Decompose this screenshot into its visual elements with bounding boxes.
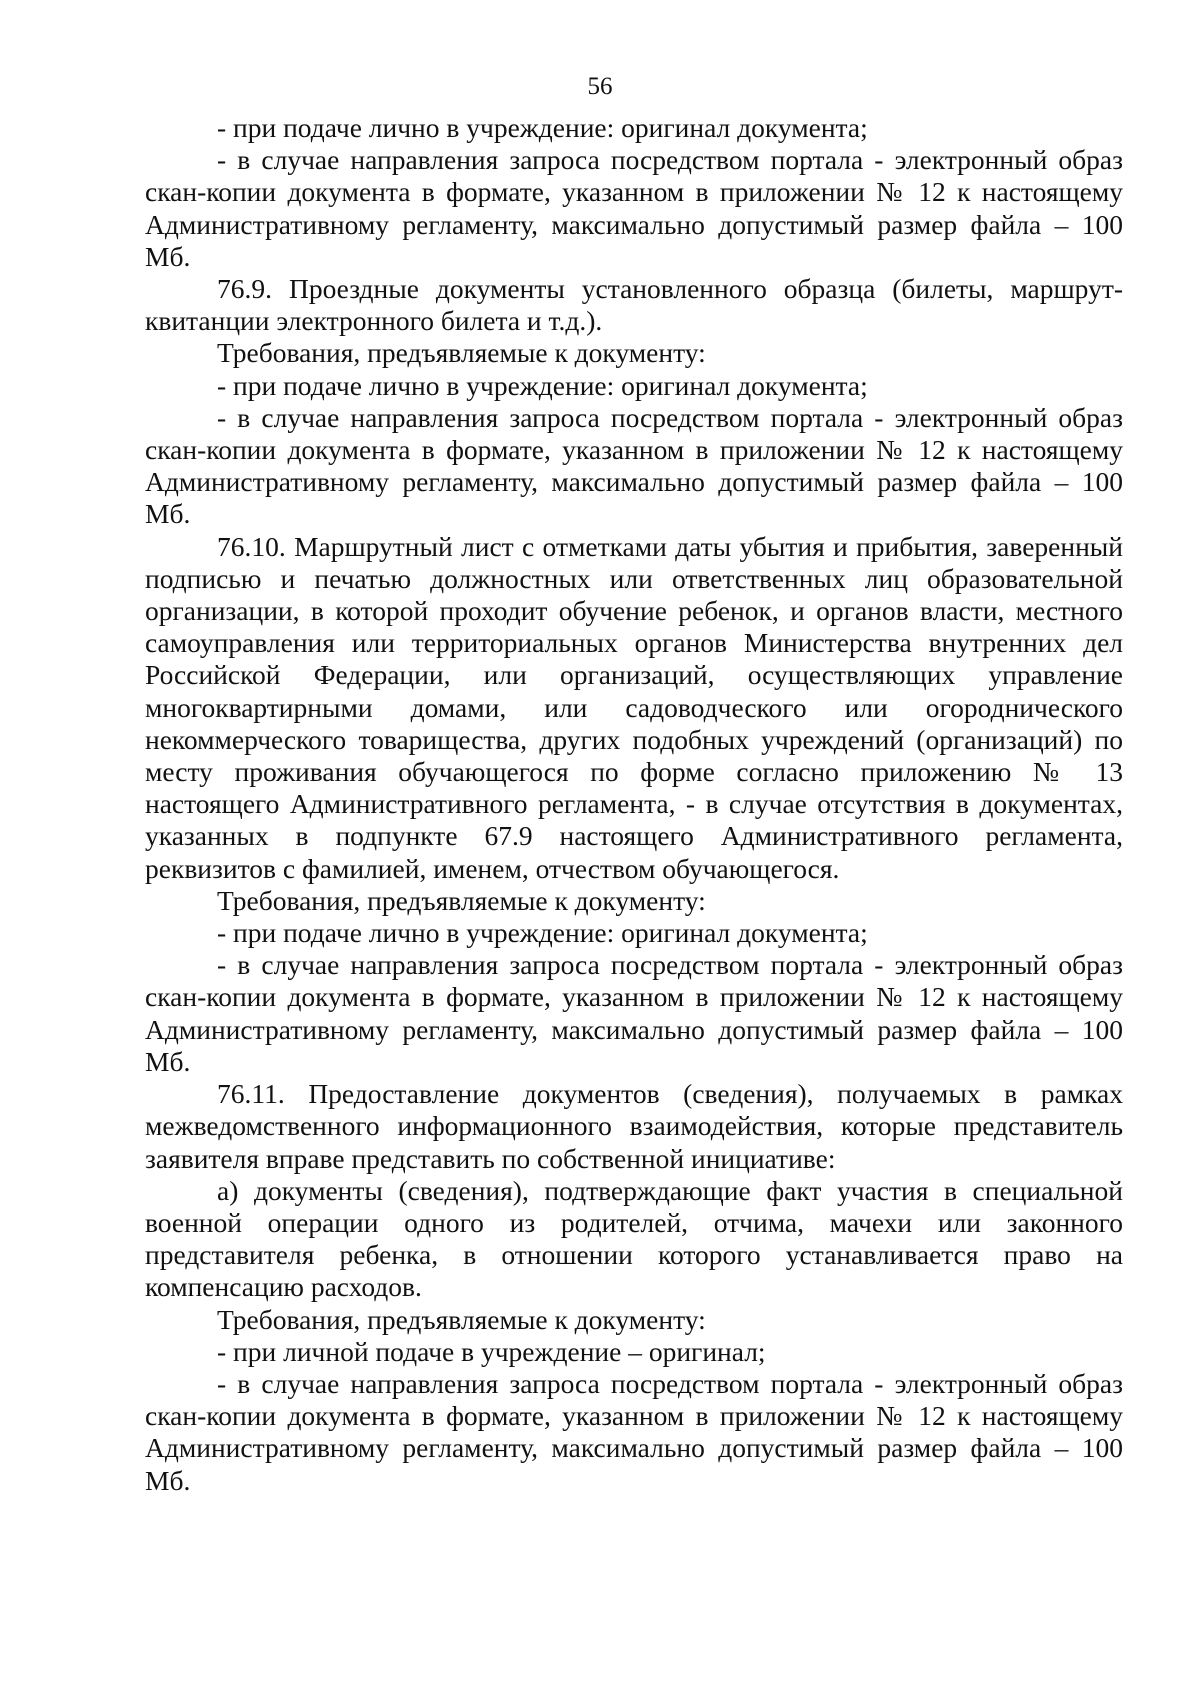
page-number: 56 (587, 73, 613, 100)
paragraph: 76.9. Проездные документы установленного образца (билеты, маршрут-квитанции электронного билета и т.д.). (145, 273, 1123, 337)
paragraph: Требования, предъявляемые к документу: (217, 1303, 706, 1335)
paragraph: - при личной подаче в учреждение – оригинал; (217, 1335, 766, 1367)
paragraph: - в случае направления запроса посредством портала - электронный образ скан-копии документа в формате, указанном в приложении № 12 к настоящему Административному регламенту, максимально допустимый размер файла – 100 Мб. (145, 949, 1123, 1077)
paragraph: - в случае направления запроса посредством портала - электронный образ скан-копии документа в формате, указанном в приложении № 12 к настоящему Административному регламенту, максимально допустимый размер файла – 100 Мб. (145, 144, 1123, 272)
paragraph: - при подаче лично в учреждение: оригинал документа; (217, 112, 868, 143)
paragraph: - при подаче лично в учреждение: оригинал документа; (217, 917, 868, 949)
document-body (145, 112, 1123, 1497)
paragraph: Требования, предъявляемые к документу: (217, 337, 706, 369)
paragraph: Требования, предъявляемые к документу: (217, 884, 706, 916)
paragraph: а) документы (сведения), подтверждающие факт участия в специальной военной операции одного из родителей, отчима, мачехи или законного представителя ребенка, в отношении которого устанавливается право на компенсацию расходов. (145, 1174, 1123, 1303)
paragraph: - при подаче лично в учреждение: оригинал документа; (217, 369, 868, 401)
paragraph: 76.10. Маршрутный лист с отметками даты убытия и прибытия, заверенный подписью и печатью должностных или ответственных лиц образовательной организации, в которой проходит обучение ребенок, и органов власти, местного самоуправления или территориальных органов Министерства внутренних дел Российской Федерации, или организаций, осуществляющих управление многоквартирными домами, или садоводческого или огороднического некоммерческого товарищества, других подобных учреждений (организаций) по месту проживания обучающегося по форме согласно приложению № 13 настоящего Административного регламента, - в случае отсутствия в документах, указанных в подпункте 67.9 настоящего Административного регламента, реквизитов с фамилией, именем, отчеством обучающегося. (145, 530, 1123, 884)
paragraph: - в случае направления запроса посредством портала - электронный образ скан-копии документа в формате, указанном в приложении № 12 к настоящему Административному регламенту, максимально допустимый размер файла – 100 Мб. (145, 401, 1123, 530)
paragraph: - в случае направления запроса посредством портала - электронный образ скан-копии документа в формате, указанном в приложении № 12 к настоящему Административному регламенту, максимально допустимый размер файла – 100 Мб. (145, 1367, 1123, 1496)
paragraph: 76.11. Предоставление документов (сведения), получаемых в рамках межведомственного информационного взаимодействия, которые представитель заявителя вправе представить по собственной инициативе: (145, 1078, 1123, 1174)
